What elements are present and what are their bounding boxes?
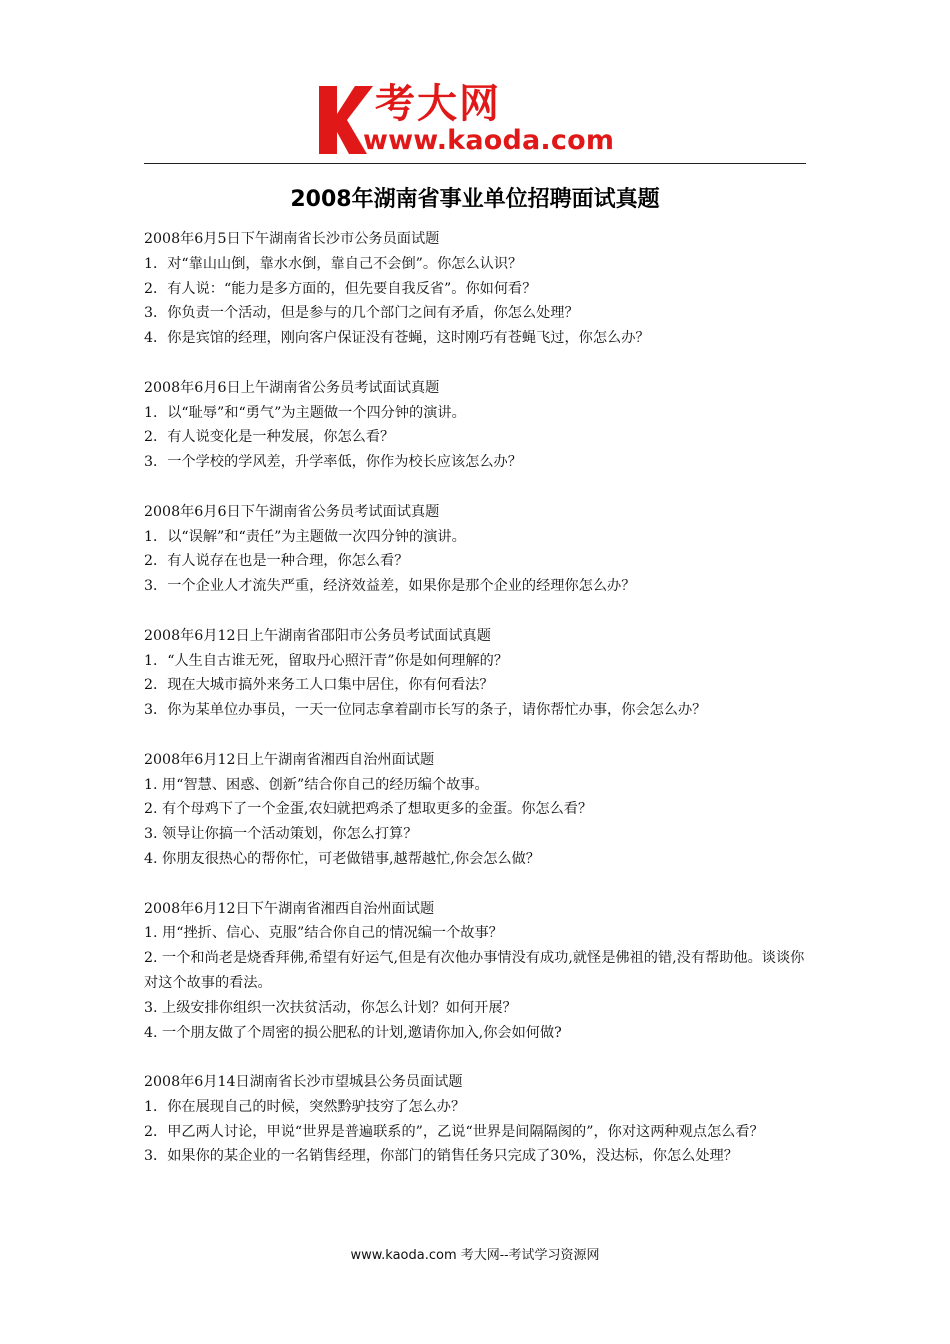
exam-section xyxy=(144,748,810,872)
question-item: 1. 用“挫折、信心、克服”结合你自己的情况编一个故事？ xyxy=(144,925,503,942)
question-item: 2．现在大城市搞外来务工人口集中居住，你有何看法？ xyxy=(144,677,494,694)
question-item: 3. 上级安排你组织一次扶贫活动，你怎么计划？如何开展？ xyxy=(144,999,517,1016)
section-heading: 2008年6月12日上午湖南省邵阳市公务员考试面试真题 xyxy=(144,627,491,644)
question-item: 4. 你朋友很热心的帮你忙，可老做错事,越帮越忙,你会怎么做？ xyxy=(144,850,540,867)
question-item: 2．有人说存在也是一种合理，你怎么看？ xyxy=(144,553,409,570)
question-item: 1．以“耻辱”和“勇气”为主题做一个四分钟的演讲。 xyxy=(144,404,466,421)
exam-section xyxy=(144,624,810,723)
question-item: 3. 领导让你搞一个活动策划，你怎么打算？ xyxy=(144,826,418,843)
question-item: 1．对“靠山山倒，靠水水倒，靠自己不会倒”。你怎么认识？ xyxy=(144,255,523,272)
section-heading: 2008年6月12日下午湖南省湘西自治州面试题 xyxy=(144,900,435,917)
question-item: 1．你在展现自己的时候，突然黔驴技穷了怎么办？ xyxy=(144,1098,466,1115)
logo-chinese-name: 考大网 xyxy=(375,81,501,127)
exam-section xyxy=(144,227,810,351)
question-item: 3．你负责一个活动，但是参与的几个部门之间有矛盾，你怎么处理？ xyxy=(144,305,579,322)
question-item: 4．你是宾馆的经理，刚向客户保证没有苍蝇，这时刚巧有苍蝇飞过，你怎么办？ xyxy=(144,330,650,347)
question-item: 2. 一个和尚老是烧香拜佛,希望有好运气,但是有次他办事情没有成功,就怪是佛祖的错,没有帮助他。谈谈你对这个故事的看法。 xyxy=(144,950,805,991)
logo-url: www.kaoda.com xyxy=(363,125,615,156)
question-item: 1．以“误解”和“责任”为主题做一次四分钟的演讲。 xyxy=(144,528,466,545)
question-item: 3．一个学校的学风差，升学率低，你作为校长应该怎么办？ xyxy=(144,454,522,471)
exam-section xyxy=(144,500,810,599)
document-body xyxy=(144,227,810,1194)
footer-link[interactable]: www.kaoda.com xyxy=(350,1248,457,1263)
exam-section xyxy=(144,897,810,1046)
header-divider xyxy=(144,163,806,164)
section-heading: 2008年6月5日下午湖南省长沙市公务员面试题 xyxy=(144,231,440,247)
section-heading: 2008年6月12日上午湖南省湘西自治州面试题 xyxy=(144,751,435,768)
question-item: 4. 一个朋友做了个周密的损公肥私的计划,邀请你加入,你会如何做? xyxy=(144,1024,562,1041)
section-heading: 2008年6月6日上午湖南省公务员考试面试真题 xyxy=(144,379,440,396)
section-heading: 2008年6月14日湖南省长沙市望城县公务员面试题 xyxy=(144,1074,463,1091)
document-title: 2008年湖南省事业单位招聘面试真题 xyxy=(290,187,660,212)
section-heading: 2008年6月6日下午湖南省公务员考试面试真题 xyxy=(144,503,440,520)
question-item: 3．如果你的某企业的一名销售经理，你部门的销售任务只完成了30%，没达标，你怎么处理？ xyxy=(144,1148,738,1165)
footer-text: 考大网--考试学习资源网 xyxy=(456,1248,600,1263)
question-item: 2．有人说变化是一种发展，你怎么看？ xyxy=(144,429,395,446)
question-item: 2．有人说：“能力是多方面的，但先要自我反省”。你如何看？ xyxy=(144,280,537,297)
page-footer xyxy=(0,1246,950,1266)
question-item: 3．一个企业人才流失严重，经济效益差，如果你是那个企业的经理你怎么办？ xyxy=(144,578,636,595)
kaoda-logo xyxy=(315,80,640,160)
question-item: 2. 有个母鸡下了一个金蛋,农妇就把鸡杀了想取更多的金蛋。你怎么看？ xyxy=(144,801,593,818)
exam-section xyxy=(144,1070,810,1169)
question-item: 1．“人生自古谁无死，留取丹心照汗青”你是如何理解的？ xyxy=(144,652,509,669)
question-item: 3．你为某单位办事员，一天一位同志拿着副市长写的条子，请你帮忙办事，你会怎么办？ xyxy=(144,702,707,719)
exam-section xyxy=(144,376,810,475)
question-item: 2．甲乙两人讨论，甲说“世界是普遍联系的”，乙说“世界是间隔隔阂的”，你对这两种观点怎么看？ xyxy=(144,1123,764,1140)
question-item: 1. 用“智慧、困惑、创新”结合你自己的经历编个故事。 xyxy=(144,776,489,793)
